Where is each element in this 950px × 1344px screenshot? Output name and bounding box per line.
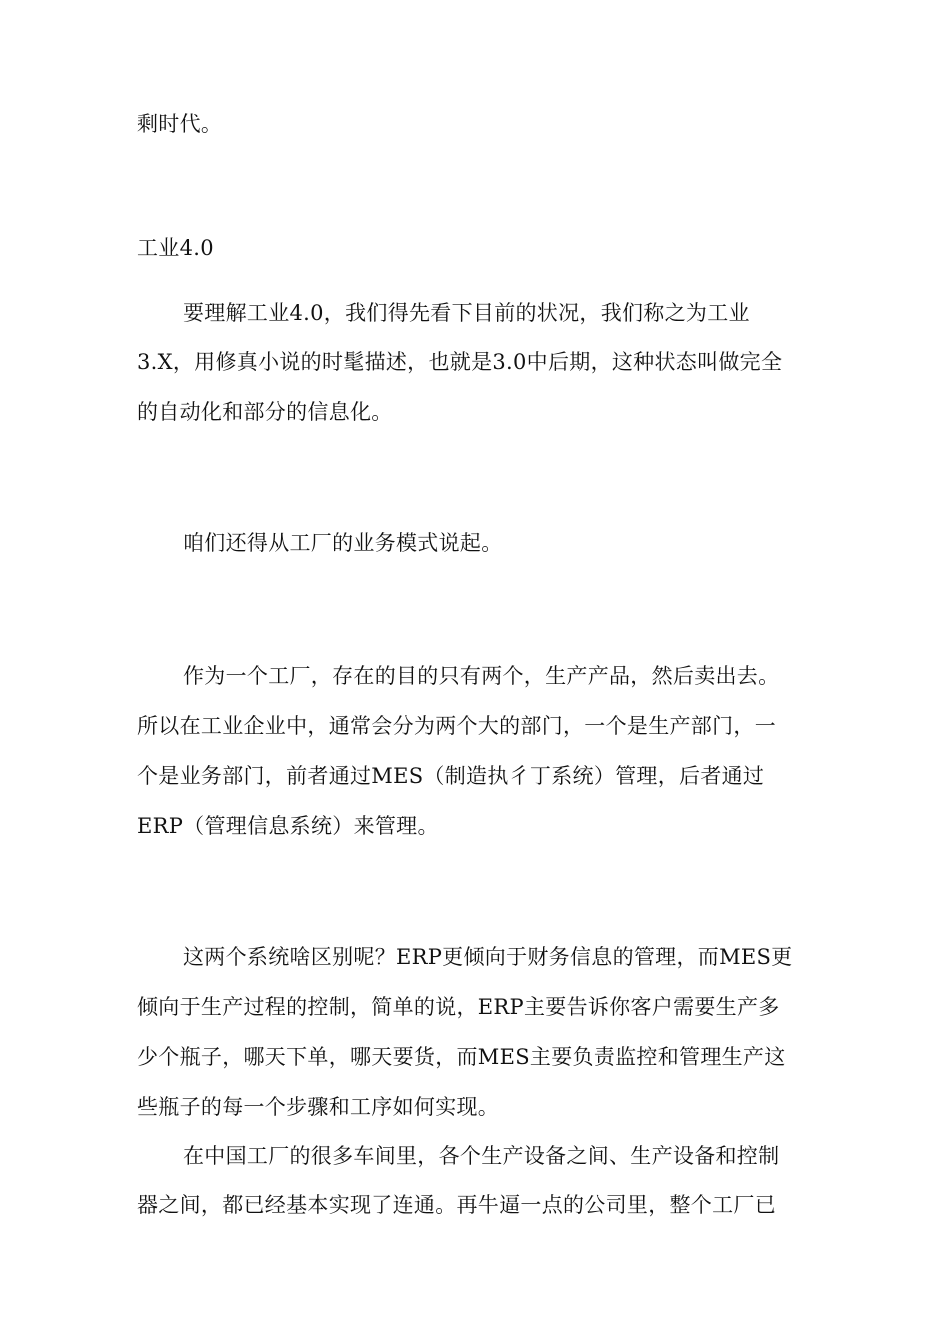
paragraph-line: ERP（管理信息系统）来管理。 — [137, 814, 439, 838]
paragraph-line: 作为一个工厂，存在的目的只有两个，生产产品，然后卖出去。 — [183, 664, 780, 688]
paragraph-line: 的自动化和部分的信息化。 — [137, 400, 393, 424]
section-heading: 工业4.0 — [137, 236, 214, 260]
paragraph-line: 咱们还得从工厂的业务模式说起。 — [183, 531, 503, 555]
paragraph-line: 器之间，都已经基本实现了连通。再牛逼一点的公司里，整个工厂已 — [137, 1193, 776, 1217]
paragraph-line: 些瓶子的每一个步骤和工序如何实现。 — [137, 1095, 500, 1119]
paragraph-line: 3.X，用修真小说的时髦描述，也就是3.0中后期，这种状态叫做完全 — [137, 350, 783, 374]
paragraph-line: 所以在工业企业中，通常会分为两个大的部门，一个是生产部门，一 — [137, 714, 776, 738]
paragraph-line: 少个瓶子，哪天下单，哪天要货，而MES主要负责监控和管理生产这 — [137, 1045, 786, 1069]
paragraph-end-line: 剩时代。 — [137, 112, 223, 136]
paragraph-line: 这两个系统啥区别呢？ERP更倾向于财务信息的管理，而MES更 — [183, 945, 793, 969]
paragraph-line: 个是业务部门，前者通过MES（制造执彳丁系统）管理，后者通过 — [137, 764, 765, 788]
paragraph-line: 在中国工厂的很多车间里，各个生产设备之间、生产设备和控制 — [183, 1144, 780, 1168]
paragraph-line: 倾向于生产过程的控制，简单的说，ERP主要告诉你客户需要生产多 — [137, 995, 780, 1019]
paragraph-line: 要理解工业4.0，我们得先看下目前的状况，我们称之为工业 — [183, 301, 750, 325]
